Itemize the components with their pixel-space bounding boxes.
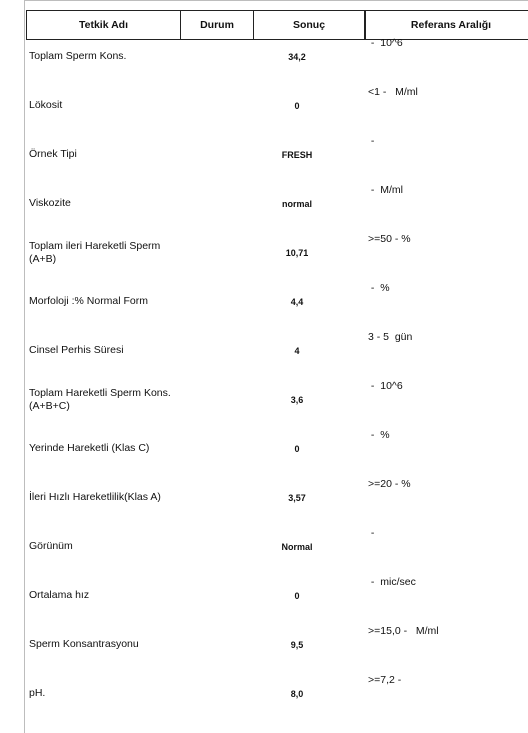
table-row — [0, 32, 528, 81]
reference-range: >=7,2 - — [368, 674, 402, 686]
test-result: 0 — [294, 590, 300, 601]
test-name: Toplam Sperm Kons. — [29, 50, 127, 62]
header-reference-range: Referans Aralığı — [365, 11, 528, 39]
reference-range: >=50 - % — [368, 233, 411, 245]
table-row — [0, 277, 528, 326]
test-name: İleri Hızlı Hareketlilik(Klas A) — [29, 491, 161, 503]
test-name: Cinsel Perhis Süresi — [29, 344, 124, 356]
test-result: FRESH — [281, 149, 313, 160]
test-result: 10,71 — [285, 247, 309, 258]
header-status: Durum — [181, 11, 254, 39]
test-result: 0 — [294, 100, 300, 111]
test-name: Sperm Konsantrasyonu — [29, 638, 139, 650]
test-name: Lökosit — [29, 99, 63, 111]
test-result: 8,0 — [290, 688, 304, 699]
table-row — [0, 130, 528, 179]
header-test-name: Tetkik Adı — [26, 11, 181, 39]
table-row — [0, 522, 528, 571]
test-result: 4 — [294, 345, 300, 356]
test-result: 3,57 — [288, 492, 306, 503]
test-result: 9,5 — [290, 639, 304, 650]
reference-range: - — [368, 527, 375, 539]
reference-range: - % — [368, 282, 390, 294]
table-row — [0, 473, 528, 522]
header-result: Sonuç — [254, 11, 365, 39]
reference-range: <1 - M/ml — [368, 86, 418, 98]
reference-range: 3 - 5 gün — [368, 331, 413, 343]
reference-range: >=20 - % — [368, 478, 411, 490]
test-result: 3,6 — [290, 394, 304, 405]
test-result: 4,4 — [290, 296, 304, 307]
test-name: Örnek Tipi — [29, 148, 77, 160]
table-row — [0, 81, 528, 130]
table-row — [0, 620, 528, 669]
table-row — [0, 669, 528, 718]
test-result: normal — [281, 198, 312, 209]
test-name: Morfoloji :% Normal Form — [29, 295, 149, 307]
reference-range: - — [368, 135, 375, 147]
table-row — [0, 228, 528, 277]
reference-range: - 10^6 — [368, 380, 403, 392]
test-result: Normal — [281, 541, 313, 552]
test-name: Viskozite — [29, 197, 71, 209]
test-result: 0 — [294, 443, 300, 454]
reference-range: >=15,0 - M/ml — [368, 625, 439, 637]
test-name: Toplam Hareketli Sperm Kons. (A+B+C) — [29, 386, 171, 412]
test-name: Toplam ileri Hareketli Sperm (A+B) — [29, 239, 161, 265]
table-row — [0, 571, 528, 620]
test-result: 34,2 — [288, 51, 306, 62]
table-row — [0, 424, 528, 473]
test-name: pH. — [29, 687, 46, 699]
reference-range: - 10^6 — [368, 37, 403, 49]
test-name: Görünüm — [29, 540, 73, 552]
test-name: Yerinde Hareketli (Klas C) — [29, 442, 150, 454]
reference-range: - mic/sec — [368, 576, 416, 588]
table-row — [0, 179, 528, 228]
test-name: Ortalama hız — [29, 589, 90, 601]
table-row — [0, 375, 528, 424]
page-top-border — [24, 0, 528, 1]
reference-range: - % — [368, 429, 390, 441]
table-row — [0, 326, 528, 375]
reference-range: - M/ml — [368, 184, 403, 196]
